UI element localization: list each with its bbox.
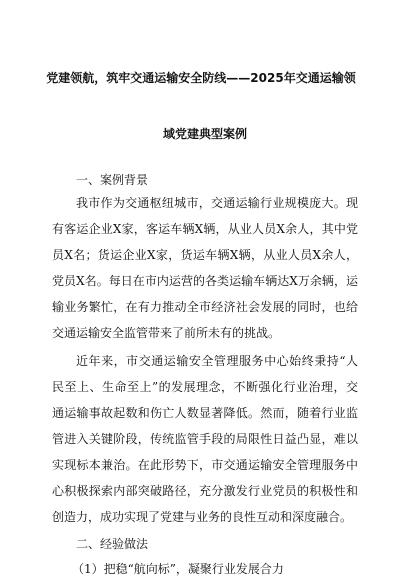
- document-title-line-1: 党建领航，筑牢交通运输安全防线——2025年交通运输领: [46, 71, 356, 85]
- paragraph-background-1: 我市作为交通枢纽城市，交通运输行业规模庞大。现有客运企业X家，客运车辆X辆，从业人员X余人，其中党员X名；货运企业X家，货运车辆X辆，从业人员X余人，党员X名。每日在市内运营的各类运输车辆达X万余辆，运输业务繁忙，在有力推动全市经济社会发展的同时，也给交通运输安全监管带来了前所未有的挑战。: [52, 196, 358, 340]
- paragraph-background-2: 近年来，市交通运输安全管理服务中心始终秉持“人民至上、生命至上”的发展理念，不断强化行业治理，交通运输事故起数和伤亡人数显著降低。然而，随着行业监管进入关键阶段，传统监管手段的局限性日益凸显，难以实现标本兼治。在此形势下，市交通运输安全管理服务中心积极探索内部突破路径，充分激发行业党员的积极性和创造力，成功实现了党建与业务的良性互动和深度融合。: [52, 354, 358, 524]
- section-heading-background: 一、案例背景: [76, 173, 149, 187]
- subsection-heading-1: （1）把稳“航向标”，凝聚行业发展合力: [72, 562, 284, 576]
- section-heading-experience: 二、经验做法: [76, 537, 149, 551]
- document-title-line-2: 域党建典型案例: [162, 127, 247, 141]
